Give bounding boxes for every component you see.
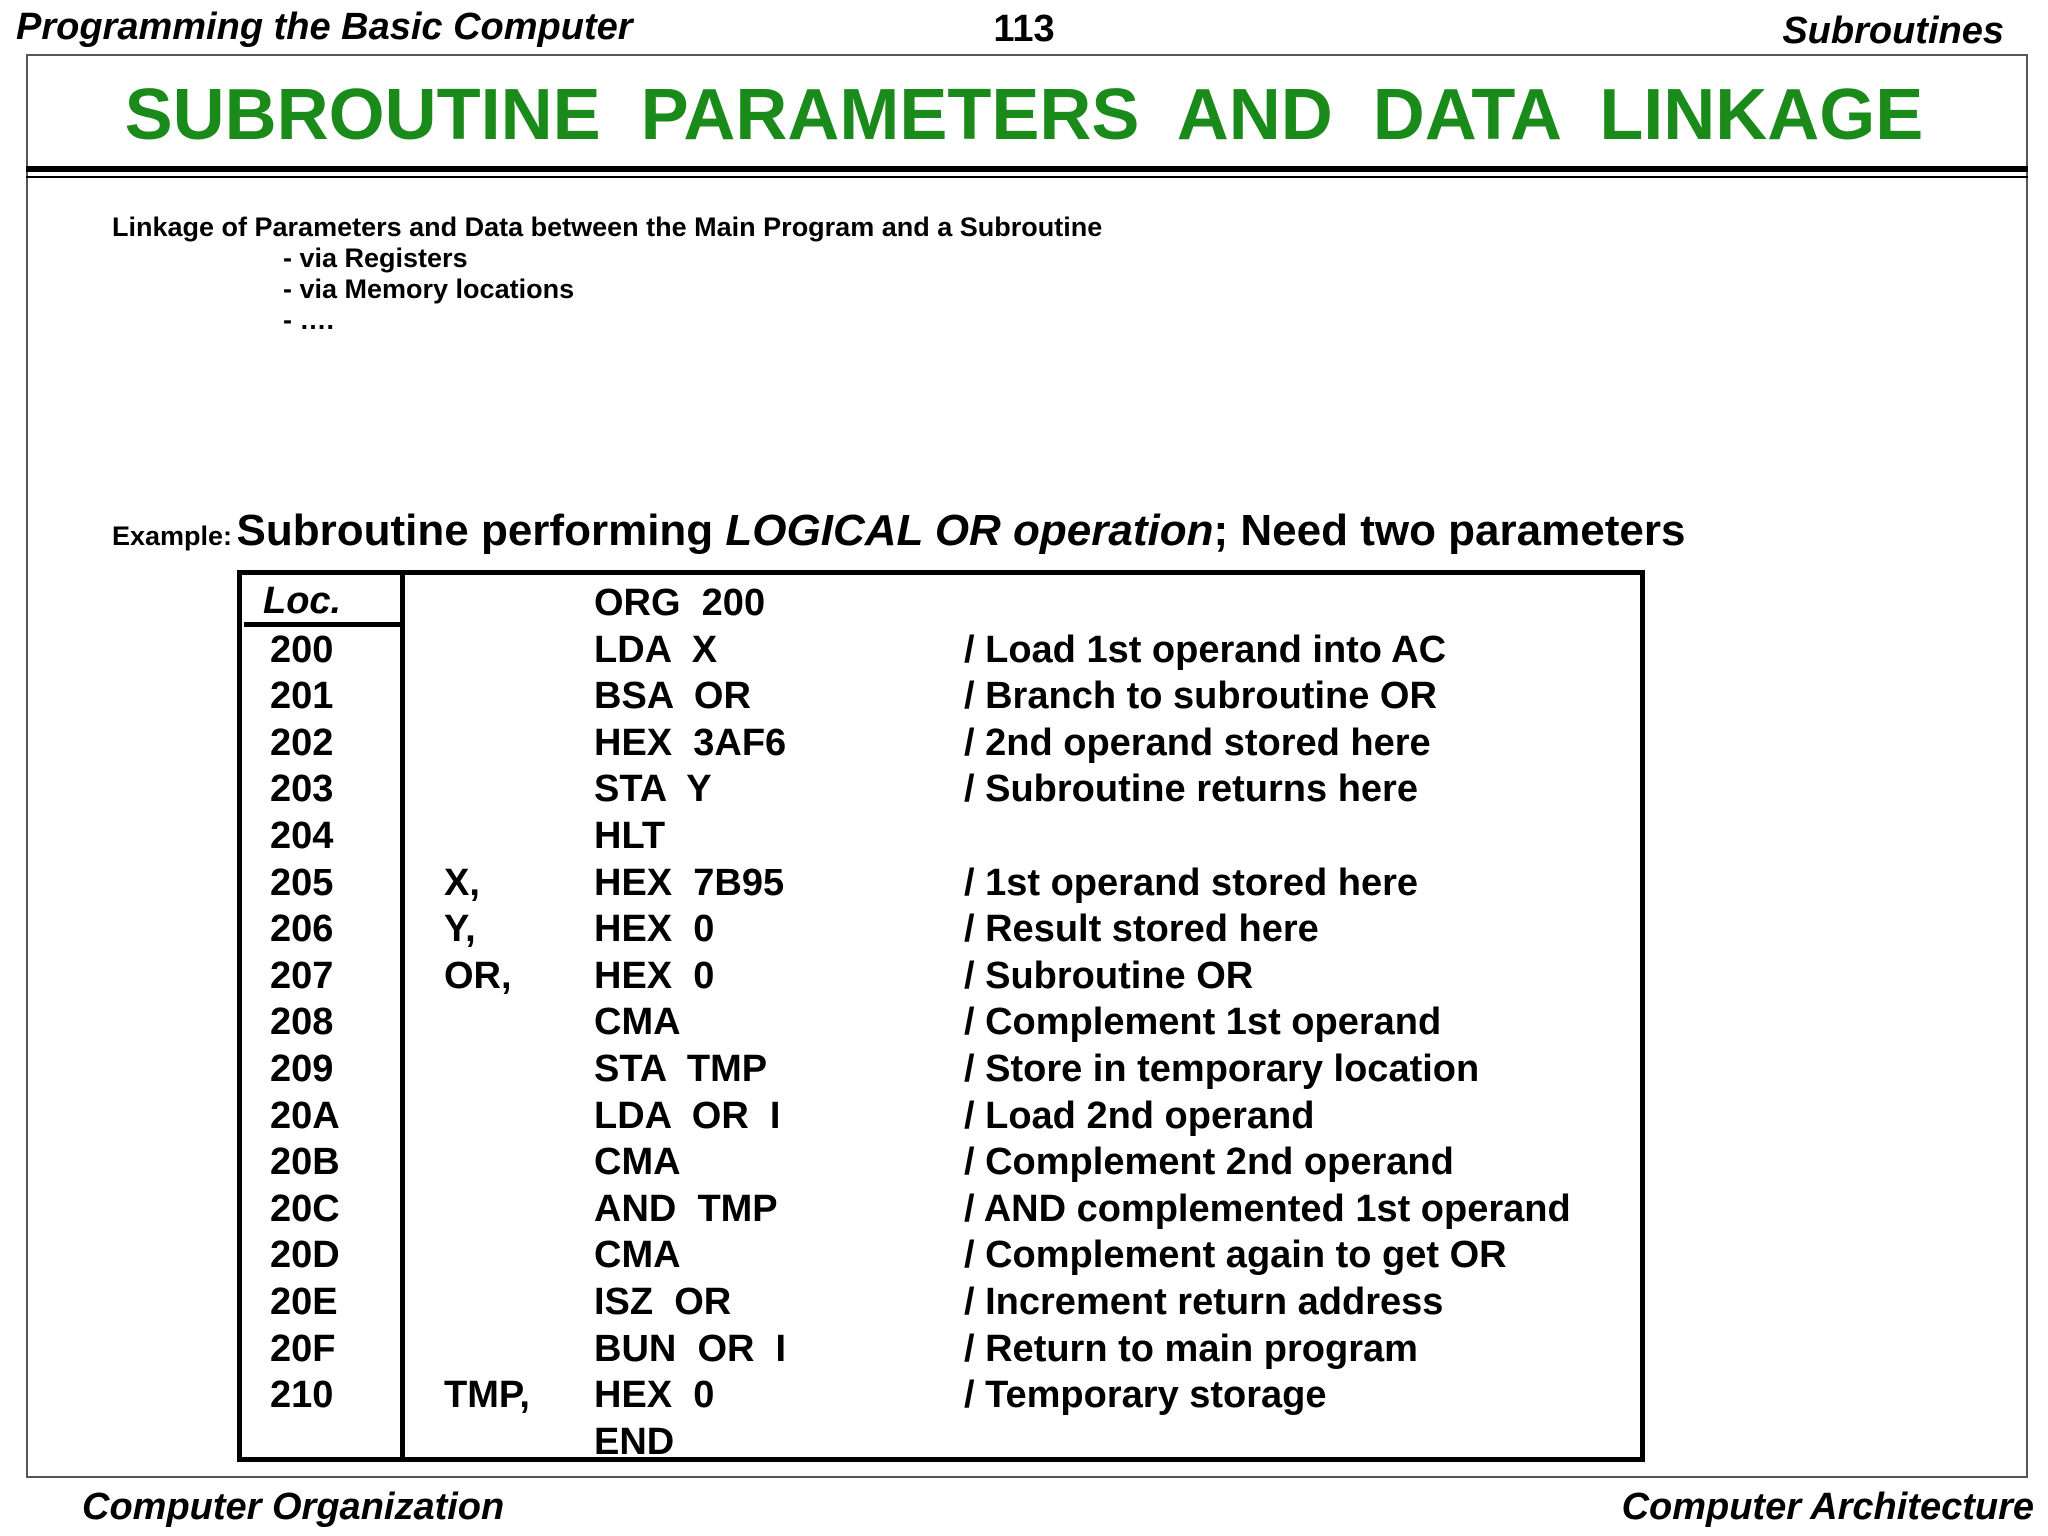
row-comment: / Complement 1st operand xyxy=(964,1001,1442,1044)
row-comment: / AND complemented 1st operand xyxy=(964,1187,1571,1230)
slide-title: SUBROUTINE PARAMETERS AND DATA LINKAGE xyxy=(124,75,1924,155)
row-instruction: LDA OR I xyxy=(594,1094,781,1137)
row-location: 206 xyxy=(270,908,334,951)
row-instruction: HEX 3AF6 xyxy=(594,721,787,764)
row-location: 210 xyxy=(270,1374,334,1417)
row-comment: / Increment return address xyxy=(964,1281,1444,1323)
row-location: 209 xyxy=(270,1048,334,1090)
row-location: 20D xyxy=(270,1234,340,1277)
title-divider-thin xyxy=(26,176,2028,178)
row-location: 20C xyxy=(270,1187,340,1230)
linkage-intro xyxy=(112,212,1102,336)
header-course-title: Programming the Basic Computer xyxy=(16,6,633,48)
intro-item: - via Memory locations xyxy=(283,274,575,304)
header-section-title: Subroutines xyxy=(1782,10,2004,52)
example-text-start: Subroutine performing xyxy=(236,506,726,555)
row-instruction: STA TMP xyxy=(594,1048,768,1090)
row-instruction: AND TMP xyxy=(594,1187,778,1230)
row-instruction: HEX 0 xyxy=(594,908,715,951)
row-location: 20E xyxy=(270,1281,338,1323)
loc-column-header: Loc. xyxy=(263,580,342,622)
row-location: 208 xyxy=(270,1001,334,1044)
row-instruction: HEX 0 xyxy=(594,1374,715,1417)
row-location: 202 xyxy=(270,721,334,764)
row-comment: / Temporary storage xyxy=(964,1374,1327,1417)
row-location: 203 xyxy=(270,768,334,811)
row-comment: / Store in temporary location xyxy=(964,1048,1480,1090)
row-instruction: CMA xyxy=(594,1234,681,1277)
row-label: TMP, xyxy=(444,1374,530,1417)
example-text-end: ; Need two parameters xyxy=(1213,506,1686,555)
row-instruction: BUN OR I xyxy=(594,1327,787,1370)
row-label: OR, xyxy=(444,954,512,997)
row-location: 20F xyxy=(270,1327,336,1370)
row-instruction: HLT xyxy=(594,815,666,857)
row-instruction: LDA X xyxy=(594,628,718,671)
example-text xyxy=(237,506,1686,555)
row-comment: / Complement again to get OR xyxy=(964,1234,1507,1277)
row-instruction: STA Y xyxy=(594,768,712,811)
footer-left: Computer Organization xyxy=(82,1486,505,1528)
title-divider-thick xyxy=(26,166,2028,172)
row-instruction: END xyxy=(594,1420,675,1463)
row-instruction: HEX 7B95 xyxy=(594,861,785,904)
row-comment: / Result stored here xyxy=(964,908,1319,951)
example-label: Example: xyxy=(112,521,233,551)
row-location: 204 xyxy=(270,815,334,857)
row-comment: / Subroutine returns here xyxy=(964,768,1418,811)
loc-column-divider xyxy=(400,575,405,1457)
footer-right: Computer Architecture xyxy=(1621,1486,2034,1528)
row-comment: / Load 2nd operand xyxy=(964,1094,1315,1137)
row-location: 200 xyxy=(270,628,334,671)
example-text-emphasis: LOGICAL OR operation xyxy=(725,506,1214,555)
row-location: 20A xyxy=(270,1094,340,1137)
intro-item: - via Registers xyxy=(283,243,468,273)
row-comment: / Complement 2nd operand xyxy=(964,1141,1454,1184)
row-comment: / Branch to subroutine OR xyxy=(964,675,1437,718)
row-comment: / 1st operand stored here xyxy=(964,861,1419,904)
row-comment: / Subroutine OR xyxy=(964,954,1254,997)
row-location: 20B xyxy=(270,1141,340,1184)
row-instruction: CMA xyxy=(594,1141,681,1184)
row-label: X, xyxy=(444,861,480,904)
row-label: Y, xyxy=(444,908,476,951)
page-number: 113 xyxy=(993,8,1055,50)
row-instruction: HEX 0 xyxy=(594,954,715,997)
row-location: 207 xyxy=(270,954,334,997)
example-line xyxy=(112,506,1685,556)
row-comment: / Return to main program xyxy=(964,1327,1418,1370)
row-instruction: ORG 200 xyxy=(594,582,766,624)
row-comment: / Load 1st operand into AC xyxy=(964,628,1447,671)
intro-item: - …. xyxy=(283,305,334,335)
row-instruction: ISZ OR xyxy=(594,1281,732,1323)
row-comment: / 2nd operand stored here xyxy=(964,721,1431,764)
intro-heading: Linkage of Parameters and Data between the Main Program and a Subroutine xyxy=(112,212,1103,242)
row-instruction: BSA OR xyxy=(594,675,751,718)
row-location: 205 xyxy=(270,861,334,904)
row-location: 201 xyxy=(270,675,334,718)
row-instruction: CMA xyxy=(594,1001,681,1044)
